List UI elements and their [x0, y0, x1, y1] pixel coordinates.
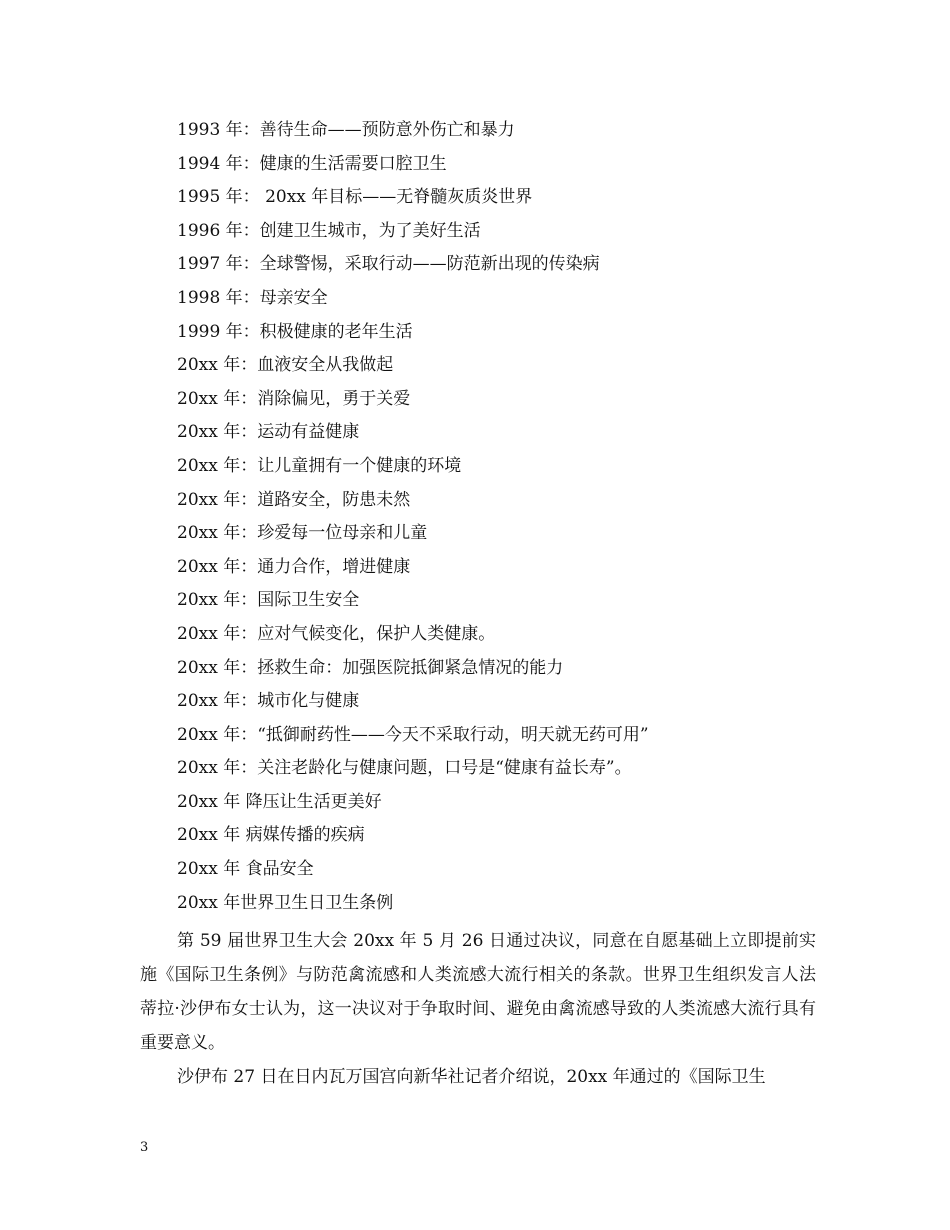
body-text [140, 924, 816, 1094]
theme-item: 20xx 年 病媒传播的疾病 [177, 825, 365, 846]
paragraph-resolution: 第 59 届世界卫生大会 20xx 年 5 月 26 日通过决议，同意在自愿基础上立即提前实施《国际卫生条例》与防范禽流感和人类流感大流行相关的条款。世界卫生组织发言人法蒂拉·沙伊布女士认为，这一决议对于争取时间、避免由禽流感导致的人类流感大流行具有重要意义。 [140, 931, 816, 1053]
theme-item: 20xx 年：运动有益健康 [177, 422, 360, 443]
theme-item-1997: 1997 年：全球警惕，采取行动——防范新出现的传染病 [177, 254, 600, 275]
world-health-day-theme-list [177, 117, 649, 923]
theme-item: 20xx 年：通力合作，增进健康 [177, 556, 411, 577]
theme-item-1998: 1998 年：母亲安全 [177, 287, 328, 308]
section-heading: 20xx 年世界卫生日卫生条例 [177, 892, 394, 913]
paragraph-interview: 沙伊布 27 日在日内瓦万国宫向新华社记者介绍说，20xx 年通过的《国际卫生 [177, 1067, 766, 1087]
theme-item-1996: 1996 年：创建卫生城市，为了美好生活 [177, 220, 481, 241]
theme-item-1995: 1995 年： 20xx 年目标——无脊髓灰质炎世界 [177, 187, 533, 208]
theme-item: 20xx 年 食品安全 [177, 859, 314, 880]
theme-item-1999: 1999 年：积极健康的老年生活 [177, 321, 413, 342]
theme-item: 20xx 年：血液安全从我做起 [177, 355, 394, 376]
theme-item: 20xx 年：“抵御耐药性——今天不采取行动，明天就无药可用” [177, 724, 649, 745]
theme-item: 20xx 年 降压让生活更美好 [177, 791, 382, 812]
theme-item: 20xx 年：消除偏见，勇于关爱 [177, 388, 411, 409]
theme-item: 20xx 年：城市化与健康 [177, 691, 360, 712]
page-number: 3 [140, 1140, 149, 1155]
theme-item: 20xx 年：让儿童拥有一个健康的环境 [177, 455, 462, 476]
theme-item: 20xx 年：拯救生命：加强医院抵御紧急情况的能力 [177, 657, 564, 678]
theme-item: 20xx 年：国际卫生安全 [177, 590, 360, 611]
theme-item: 20xx 年：关注老龄化与健康问题，口号是“健康有益长寿”。 [177, 758, 632, 779]
theme-item-1993: 1993 年：善待生命——预防意外伤亡和暴力 [177, 120, 515, 140]
theme-item: 20xx 年：应对气候变化，保护人类健康。 [177, 623, 496, 644]
theme-item-1994: 1994 年：健康的生活需要口腔卫生 [177, 153, 447, 174]
theme-item: 20xx 年：珍爱每一位母亲和儿童 [177, 523, 428, 544]
theme-item: 20xx 年：道路安全，防患未然 [177, 489, 411, 510]
